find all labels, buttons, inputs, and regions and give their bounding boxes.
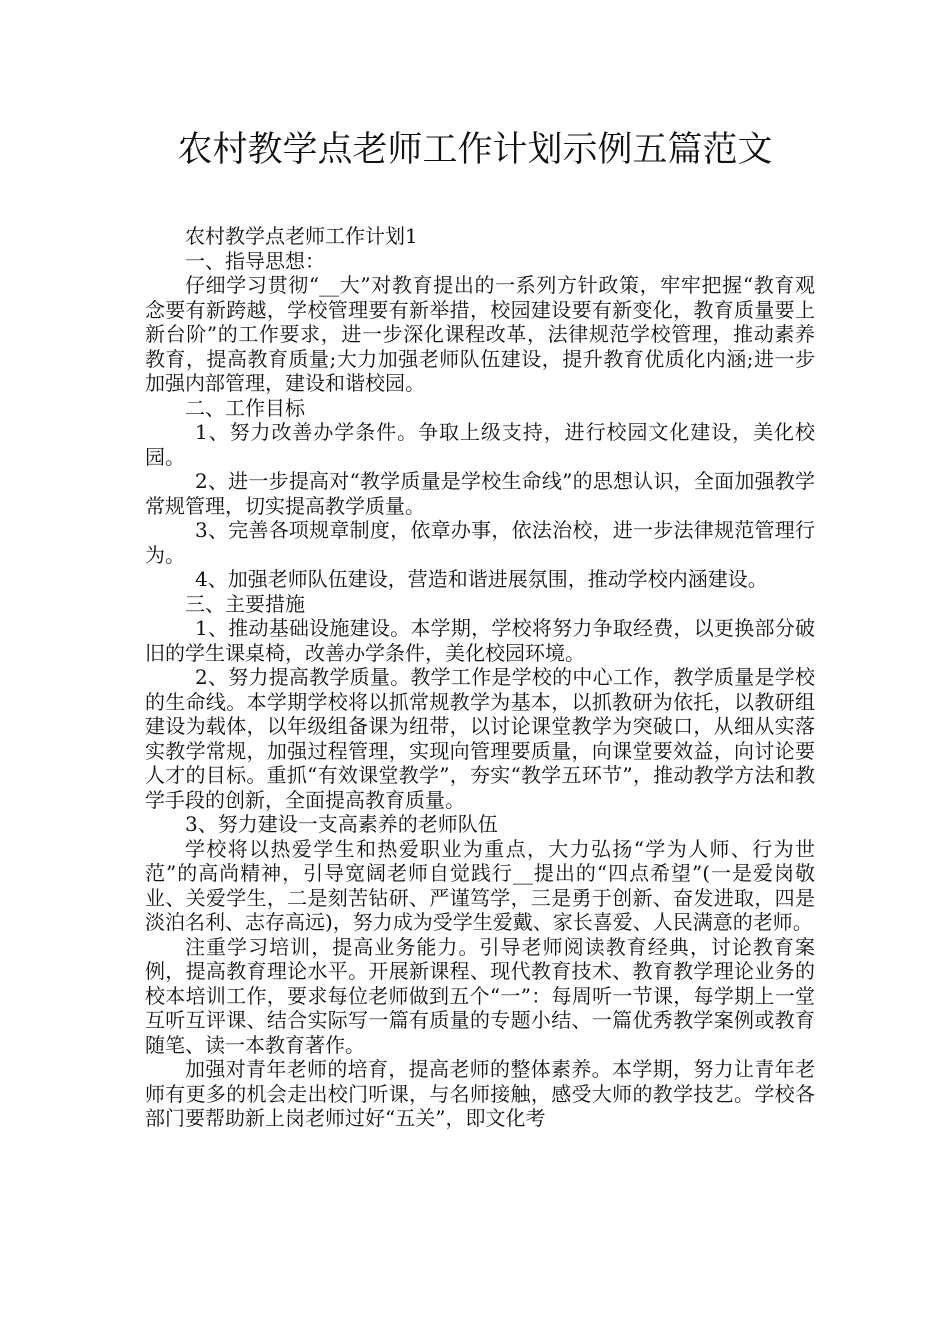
body-paragraph: 加强对青年老师的培育，提高老师的整体素养。本学期，努力让青年老师有更多的机会走出校门听课，与名师接触，感受大师的教学技艺。学校各部门要帮助新上岗老师过好“五关”，即文化考 (145, 1057, 815, 1130)
list-item: 1、推动基础设施建设。本学期，学校将努力争取经费，以更换部分破旧的学生课桌椅，改善办学条件，美化校园环境。 (145, 616, 815, 665)
document-body (145, 224, 815, 1131)
list-item: 2、进一步提高对“教学质量是学校生命线”的思想认识，全面加强教学常规管理，切实提高教学质量。 (145, 469, 815, 518)
document-title: 农村教学点老师工作计划示例五篇范文 (177, 130, 773, 170)
list-item: 3、完善各项规章制度，依章办事，依法治校，进一步法律规范管理行为。 (145, 518, 815, 567)
section-heading: 农村教学点老师工作计划1 (185, 224, 418, 248)
section-heading: 三、主要措施 (185, 591, 305, 616)
body-paragraph: 学校将以热爱学生和热爱职业为重点，大力弘扬“学为人师、行为世范”的高尚精神，引导宽阔老师自觉践行__提出的“四点希望”(一是爱岗敬业、关爱学生，二是刻苦钻研、严谨笃学，三是勇于创新、奋发进取，四是淡泊名利、志存高远)，努力成为受学生爱戴、家长喜爱、人民满意的老师。 (145, 836, 815, 934)
list-item: 3、努力建设一支高素养的老师队伍 (185, 812, 498, 836)
body-paragraph: 注重学习培训，提高业务能力。引导老师阅读教育经典，讨论教育案例，提高教育理论水平。开展新课程、现代教育技术、教育教学理论业务的校本培训工作，要求每位老师做到五个“一”：每周听一节课，每学期上一堂互听互评课、结合实际写一篇有质量的专题小结、一篇优秀教学案例或教育随笔、读一本教育著作。 (145, 934, 815, 1057)
section-heading: 二、工作目标 (185, 395, 305, 420)
body-paragraph: 仔细学习贯彻“__大”对教育提出的一系列方针政策，牢牢把握“教育观念要有新跨越，学校管理要有新举措，校园建设要有新变化，教育质量要上新台阶”的工作要求，进一步深化课程改革，法律规范学校管理，推动素养教育，提高教育质量;大力加强老师队伍建设，提升教育优质化内涵;进一步加强内部管理，建设和谐校园。 (145, 273, 815, 395)
section-heading: 一、指导思想： (185, 248, 325, 273)
list-item: 4、加强老师队伍建设，营造和谐进展氛围，推动学校内涵建设。 (195, 567, 768, 591)
list-item: 1、努力改善办学条件。争取上级支持，进行校园文化建设，美化校园。 (145, 420, 815, 469)
list-item: 2、努力提高教学质量。教学工作是学校的中心工作，教学质量是学校的生命线。本学期学校将以抓常规教学为基本，以抓教研为依托，以教研组建设为载体，以年级组备课为纽带，以讨论课堂教学为突破口，从细从实落实教学常规，加强过程管理，实现向管理要质量，向课堂要效益，向讨论要人才的目标。重抓“有效课堂教学”，夯实“教学五环节”，推动教学方法和教学手段的创新，全面提高教育质量。 (145, 665, 815, 812)
